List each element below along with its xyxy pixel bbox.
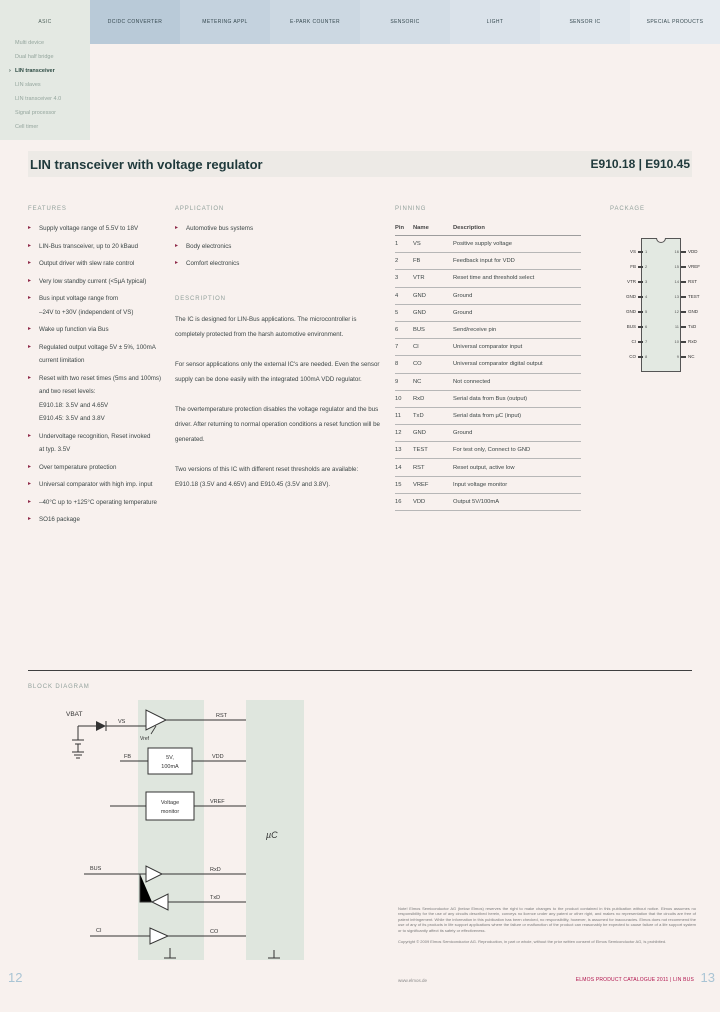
package-pin-label-left: GND (626, 294, 636, 299)
sidebar-item-label: LIN transceiver (15, 68, 55, 74)
list-item-line: Regulated output voltage 5V ± 5%, 100mA (39, 343, 156, 351)
package-pin-label-right: RxD (688, 339, 697, 344)
pin-cell: Ground (453, 304, 581, 321)
list-item-line: Bus input voltage range from (39, 295, 119, 302)
bullet-icon: ▸ (28, 463, 32, 470)
package-pin-row (610, 319, 714, 334)
tab-metering-appl[interactable]: METERING APPL (180, 0, 270, 44)
pin-row (395, 442, 581, 459)
list-item-line: Automotive bus systems (186, 225, 254, 232)
mcu-label: µC (266, 830, 278, 840)
page-number-right: 13 (700, 970, 715, 985)
pin-row (395, 304, 581, 321)
package-pin-label-right: VDD (688, 249, 698, 254)
pin-cell: 1 (395, 236, 413, 253)
pin-row (395, 236, 581, 253)
package-pin-label-right: TEST (688, 294, 700, 299)
list-item (175, 257, 380, 271)
page-title: LIN transceiver with voltage regulator (30, 156, 263, 172)
pin-cell: 10 (395, 390, 413, 407)
bullet-icon: ▸ (28, 225, 32, 231)
list-item-line: and two reset levels: (39, 388, 96, 395)
tab-dc-dc-converter[interactable]: DC/DC CONVERTER (90, 0, 180, 44)
application-list (175, 222, 380, 271)
sidebar-item-cell-timer[interactable] (0, 120, 90, 134)
list-item-line: Wake up function via Bus (39, 326, 109, 333)
pin-cell: 5 (395, 304, 413, 321)
package-pin-number-left: 5 (645, 309, 648, 314)
monitor-label-1: Voltage (160, 800, 180, 806)
pin-cell: 16 (395, 493, 413, 510)
package-pin-row (610, 304, 714, 319)
package-pin-label-left: VS (629, 249, 636, 254)
pin-col-header-description: Description (453, 222, 581, 236)
package-pin-label-left: BUS (626, 324, 636, 329)
description-paragraph: The overtemperature protection disables the voltage regulator and the bus driver. After returning to normal operation conditions a reset function will be generated. (175, 406, 380, 443)
pin-cell: CI (413, 339, 453, 356)
vs-label: VS (118, 719, 126, 725)
package-pin-number-left: 4 (645, 294, 648, 299)
pin-cell: 11 (395, 407, 413, 424)
package-pin-label-left: CO (629, 354, 636, 359)
bullet-icon: ▸ (28, 516, 32, 522)
list-item (28, 240, 170, 254)
pin-cell: VDD (413, 493, 453, 510)
list-item-line: E910.45: 3.5V and 3.8V (39, 415, 105, 422)
pin-cell: Serial data from µC (input) (453, 407, 581, 424)
package-pin-label-left: VTR (627, 279, 636, 284)
list-item-line: Reset with two reset times (5ms and 100ms) (39, 374, 162, 382)
pin-cell: NC (413, 373, 453, 390)
pin-cell: 3 (395, 270, 413, 287)
list-item-line: Universal comparator with high imp. input (39, 481, 153, 488)
pin-cell: 9 (395, 373, 413, 390)
ci-label: CI (96, 928, 102, 934)
pin-row (395, 459, 581, 476)
sidebar-item-label: Dual half bridge (15, 54, 54, 60)
selected-marker-icon: › (9, 68, 11, 74)
package-pin-label-left: FB (630, 264, 636, 269)
pin-cell: Not connected (453, 373, 581, 390)
tab-e-park-counter[interactable]: E-PARK COUNTER (270, 0, 360, 44)
pin-row (395, 390, 581, 407)
package-pin-number-right: 13 (674, 294, 679, 299)
pinning-section (395, 206, 585, 511)
pin-cell: Feedback input for VDD (453, 253, 581, 270)
package-pin-label-right: NC (688, 354, 695, 359)
package-pin-label-right: VREF (688, 264, 701, 269)
bullet-icon: ▸ (28, 481, 32, 487)
package-pin-label-left: GND (626, 309, 636, 314)
list-item (28, 513, 170, 527)
package-pin-row (610, 334, 714, 349)
bullet-icon: ▸ (28, 498, 32, 505)
regulator-block (148, 748, 192, 774)
sidebar-item-label: Cell timer (15, 124, 39, 130)
sidebar-item-label: LIN slaves (15, 82, 41, 88)
package-pin-number-right: 12 (674, 309, 679, 314)
sidebar-item-lin-transceiver[interactable] (0, 64, 90, 78)
pin-cell: Output 5V/100mA (453, 493, 581, 510)
list-item-line: LIN-Bus transceiver, up to 20 kBaud (39, 242, 139, 250)
pinning-heading: PINNING (395, 206, 427, 212)
pin-cell: RxD (413, 390, 453, 407)
legal-disclaimer (398, 906, 696, 950)
list-item (175, 222, 380, 236)
sidebar-item-label: Signal processor (15, 110, 56, 116)
disclaimer-paragraph: Note! Elmos Semiconductor AG (below Elmos) reserves the right to make changes to the product contained in this publication without notice. Elmos assumes no responsibility for the use of any circuits described herein, conveys no licence under any patent or other right, and makes no representation that the circuits are free of patent infringement. While the information in this publication has been checked, no responsibility, however, is assumed for inaccuracies. Elmos does not recommend the use of any of its products in life support applications where the failure or malfunction of the product can reasonably be expected to cause failure of a life support system or to significantly affect its safety or effectiveness. (398, 906, 696, 933)
bullet-icon: ▸ (175, 225, 179, 231)
package-pin-number-left: 6 (645, 324, 648, 329)
voltage-monitor-block (146, 792, 194, 820)
bullet-icon: ▸ (28, 326, 32, 332)
package-diagram (610, 244, 714, 376)
pin-cell: Send/receive pin (453, 321, 581, 338)
package-section (610, 206, 714, 376)
features-list (28, 222, 170, 527)
pin-cell: VTR (413, 270, 453, 287)
pin-table-header (395, 222, 581, 236)
regulator-label-1: 5V, (166, 755, 174, 761)
package-pin-label-right: TxD (688, 324, 697, 329)
tab-asic[interactable]: ASIC (0, 0, 90, 44)
vref-out-label: VREF (210, 799, 225, 805)
bullet-icon: ▸ (175, 242, 179, 249)
pin-cell: Universal comparator input (453, 339, 581, 356)
pin-cell: TEST (413, 442, 453, 459)
list-item-line: Over temperature protection (39, 463, 117, 471)
pin-cell: Universal comparator digital output (453, 356, 581, 373)
pin-cell: Serial data from Bus (output) (453, 390, 581, 407)
bullet-icon: ▸ (28, 343, 32, 350)
pin-cell: CO (413, 356, 453, 373)
monitor-label-2: monitor (160, 809, 180, 815)
package-pin-number-left: 7 (645, 339, 648, 344)
pin-col-header-pin: Pin (395, 222, 413, 236)
description-paragraph: The IC is designed for LIN-Bus applications. The microcontroller is completely protected from the harsh automotive environment. (175, 316, 357, 338)
sidebar-item-dual-half-bridge[interactable] (0, 50, 90, 64)
pin-row (395, 407, 581, 424)
pin-row (395, 321, 581, 338)
sidebar-menu (0, 36, 90, 134)
product-title-band (28, 151, 692, 177)
package-pin-number-left: 8 (645, 354, 648, 359)
co-label: CO (210, 929, 219, 935)
pin-row (395, 270, 581, 287)
sidebar-item-lin-transceiver-4-0[interactable] (0, 92, 90, 106)
pin-cell: 14 (395, 459, 413, 476)
pin-cell: FB (413, 253, 453, 270)
tab-special-products[interactable]: SPECIAL PRODUCTS (630, 0, 720, 44)
pin-cell: Reset output, active low (453, 459, 581, 476)
list-item (28, 257, 170, 271)
list-item-line: Body electronics (186, 242, 232, 250)
package-pin-label-right: RST (688, 279, 697, 284)
txd-label: TxD (210, 895, 221, 901)
list-item (28, 323, 170, 337)
pin-cell: 6 (395, 321, 413, 338)
bullet-icon: ▸ (28, 277, 32, 284)
package-pin-label-right: GND (688, 309, 698, 314)
pin-row (395, 356, 581, 373)
bullet-icon: ▸ (28, 242, 32, 249)
list-item (28, 496, 170, 510)
list-item-line: current limitation (39, 357, 85, 364)
list-item-line: Output driver with slew rate control (39, 260, 135, 267)
pin-cell: GND (413, 425, 453, 442)
bullet-icon: ▸ (28, 295, 32, 301)
pin-cell: VS (413, 236, 453, 253)
application-section (175, 206, 380, 275)
pin-cell: 12 (395, 425, 413, 442)
section-divider (28, 670, 692, 671)
tab-sensor-ic[interactable]: SENSOR IC (540, 0, 630, 44)
sidebar-item-label: Multi device (15, 40, 45, 46)
description-heading: DESCRIPTION (175, 296, 226, 302)
fb-label: FB (124, 754, 132, 760)
pin-cell: 7 (395, 339, 413, 356)
description-section (175, 296, 381, 507)
tab-sensoric[interactable]: SENSORIC (360, 0, 450, 44)
tab-light[interactable]: LIGHT (450, 0, 540, 44)
list-item (28, 292, 170, 319)
package-pin-row (610, 274, 714, 289)
sidebar-item-multi-device[interactable] (0, 36, 90, 50)
website-link[interactable]: www.elmos.de (398, 978, 428, 983)
pin-cell: 8 (395, 356, 413, 373)
pin-cell: For test only, Connect to GND (453, 442, 581, 459)
list-item (28, 461, 170, 475)
top-tab-bar (0, 0, 720, 44)
pin-row (395, 253, 581, 270)
pin-cell: TxD (413, 407, 453, 424)
list-item-line: Comfort electronics (186, 260, 240, 267)
package-pin-row (610, 349, 714, 364)
package-pin-row (610, 289, 714, 304)
package-pin-row (610, 259, 714, 274)
pin-cell: 15 (395, 476, 413, 493)
package-pin-number-right: 10 (674, 339, 679, 344)
list-item (28, 478, 170, 492)
vref-label: Vref (140, 736, 149, 742)
pin-row (395, 339, 581, 356)
list-item-line: at typ. 3.5V (39, 446, 71, 453)
list-item-line: Undervoltage recognition, Reset invoked (39, 432, 151, 440)
pin-cell: GND (413, 287, 453, 304)
pin-cell: 4 (395, 287, 413, 304)
package-pin-row (610, 244, 714, 259)
rxd-label: RxD (210, 867, 221, 873)
list-item-line: Supply voltage range of 5.5V to 18V (39, 225, 139, 232)
package-pin-number-right: 16 (674, 249, 679, 254)
catalog-footer-line: ELMOS PRODUCT CATALOGUE 2011 | LIN BUS (575, 977, 694, 983)
regulator-label-2: 100mA (161, 764, 179, 770)
part-numbers: E910.18 | E910.45 (590, 157, 690, 171)
pin-row (395, 287, 581, 304)
list-item (28, 341, 170, 368)
description-text (175, 312, 381, 492)
package-pin-number-right: 11 (674, 324, 679, 329)
pin-cell: BUS (413, 321, 453, 338)
pin-row (395, 476, 581, 493)
list-item (175, 240, 380, 254)
list-item-line: Very low standby current (<5µA typical) (39, 277, 147, 285)
rst-label: RST (216, 713, 227, 719)
list-item-line: –24V to +30V (independent of VS) (39, 308, 134, 316)
pin-row (395, 373, 581, 390)
application-heading: APPLICATION (175, 206, 225, 212)
pin-cell: Ground (453, 287, 581, 304)
package-pin-number-right: 14 (674, 279, 679, 284)
sidebar-item-label: LIN transceiver 4.0 (15, 96, 62, 102)
pin-cell: Ground (453, 425, 581, 442)
sidebar-item-lin-slaves[interactable] (0, 78, 90, 92)
pin-row (395, 493, 581, 510)
bullet-icon: ▸ (28, 260, 32, 266)
pin-col-header-name: Name (413, 222, 453, 236)
features-heading: FEATURES (28, 206, 67, 212)
pin-cell: GND (413, 304, 453, 321)
pin-cell: 13 (395, 442, 413, 459)
list-item-line: –40°C up to +125°C operating temperature (39, 498, 157, 506)
page-number-left: 12 (8, 970, 23, 985)
features-section (28, 206, 170, 531)
pin-cell: VREF (413, 476, 453, 493)
list-item (28, 222, 170, 236)
pin-cell: Positive supply voltage (453, 236, 581, 253)
sidebar-item-signal-processor[interactable] (0, 106, 90, 120)
list-item-line: E910.18: 3.5V and 4.65V (39, 401, 109, 409)
package-pin-number-left: 2 (645, 264, 648, 269)
pin-cell: RST (413, 459, 453, 476)
description-paragraph: Two versions of this IC with different reset thresholds are available: E910.18 (3.5V and 4.65V) and E910.45 (3.5V and 3.8V). (175, 466, 359, 488)
vbat-label: VBAT (66, 711, 83, 718)
block-diagram (50, 696, 340, 968)
pin-cell: Input voltage monitor (453, 476, 581, 493)
package-pin-number-left: 1 (645, 249, 648, 254)
package-pin-number-right: 9 (676, 354, 679, 359)
bullet-icon: ▸ (28, 432, 32, 439)
package-pin-number-left: 3 (645, 279, 648, 284)
block-diagram-heading: BLOCK DIAGRAM (28, 684, 90, 690)
package-pin-label-left: CI (631, 339, 636, 344)
diode-icon (96, 721, 106, 731)
pin-cell: Reset time and threshold select (453, 270, 581, 287)
pin-cell: 2 (395, 253, 413, 270)
list-item-line: SO16 package (39, 516, 80, 523)
disclaimer-paragraph: Copyright © 2009 Elmos Semiconductor AG. Reproduction, in part or whole, without the prior written consent of Elmos Semiconductor AG, is prohibited. (398, 939, 667, 945)
bullet-icon: ▸ (175, 260, 179, 266)
pin-row (395, 425, 581, 442)
package-heading: PACKAGE (610, 206, 645, 212)
bus-label: BUS (90, 866, 102, 872)
list-item (28, 372, 170, 426)
package-pin-number-right: 15 (674, 264, 679, 269)
list-item (28, 430, 170, 457)
bullet-icon: ▸ (28, 374, 32, 381)
description-paragraph: For sensor applications only the external IC's are needed. Even the sensor supply can be done easily with the integrated 100mA VDD regulator. (175, 361, 380, 383)
battery-gnd-icon (72, 726, 84, 758)
vdd-label: VDD (212, 754, 224, 760)
pin-table (395, 222, 581, 511)
list-item (28, 275, 170, 289)
